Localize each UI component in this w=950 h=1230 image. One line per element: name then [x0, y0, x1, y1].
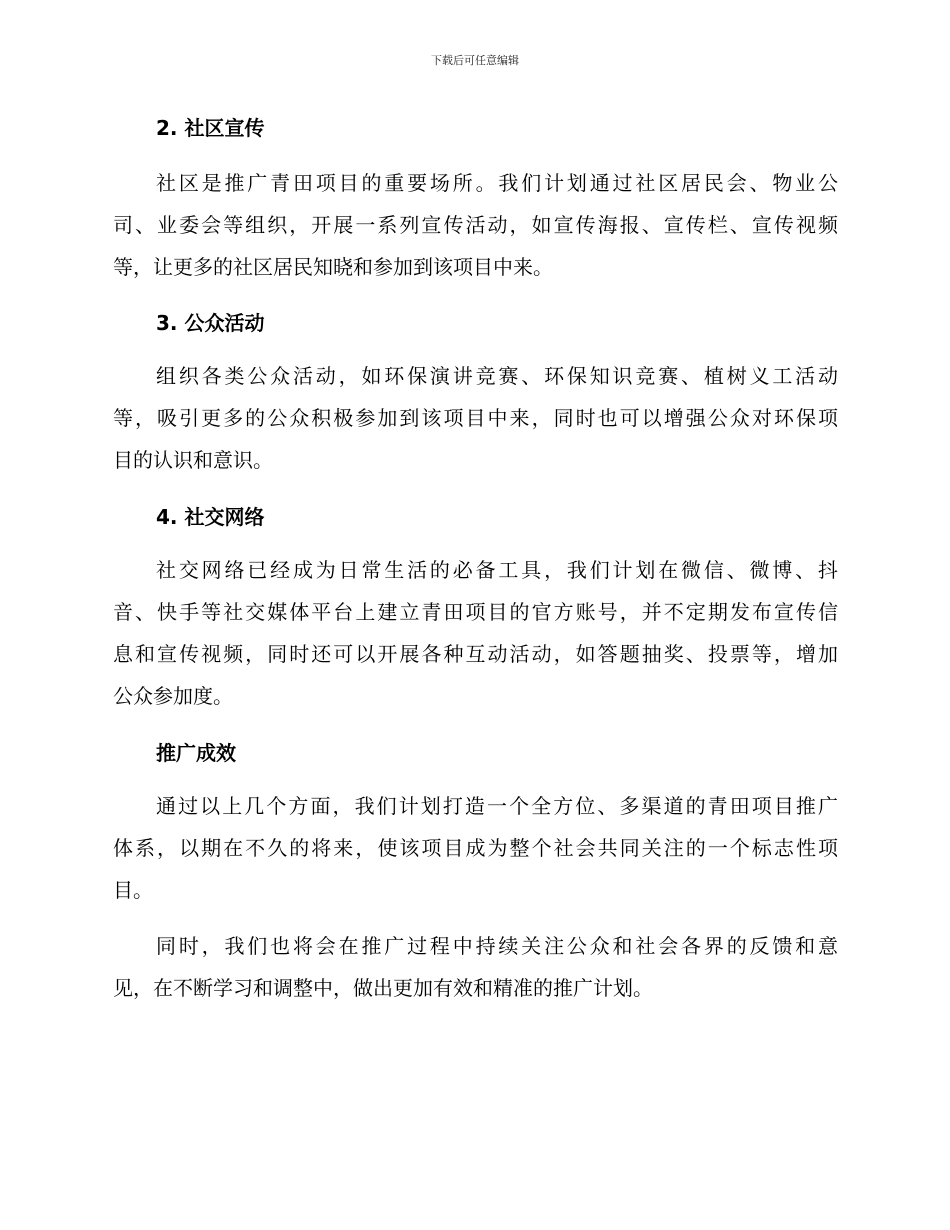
paragraph-social-network [113, 549, 838, 717]
paragraph-line: 体系，以期在不久的将来，使该项目成为整个社会共同关注的一个标志性项 [113, 836, 838, 860]
paragraph-closing [113, 925, 838, 1009]
paragraph-line: 息和宣传视频，同时还可以开展各种互动活动，如答题抽奖、投票等，增加 [113, 642, 838, 666]
paragraph-line: 社交网络已经成为日常生活的必备工具，我们计划在微信、微博、抖 [156, 558, 838, 582]
paragraph-line: 同时，我们也将会在推广过程中持续关注公众和社会各界的反馈和意 [156, 934, 838, 958]
paragraph-line: 通过以上几个方面，我们计划打造一个全方位、多渠道的青田项目推广 [156, 794, 838, 818]
paragraph-line: 音、快手等社交媒体平台上建立青田项目的官方账号，并不定期发布宣传信 [113, 600, 838, 624]
section-heading-promotion-results: 推广成效 [156, 741, 236, 765]
paragraph-line: 见，在不断学习和调整中，做出更加有效和精准的推广计划。 [113, 976, 653, 1000]
paragraph-line: 组织各类公众活动，如环保演讲竞赛、环保知识竞赛、植树义工活动 [156, 364, 838, 388]
paragraph-line: 司、业委会等组织，开展一系列宣传活动，如宣传海报、宣传栏、宣传视频 [113, 213, 838, 237]
paragraph-public-activities [113, 355, 838, 481]
paragraph-line: 目的认识和意识。 [113, 448, 273, 472]
paragraph-community [113, 162, 838, 288]
paragraph-line: 目。 [113, 878, 153, 902]
page-header: 下载后可任意编辑 [431, 54, 519, 67]
paragraph-line: 等，让更多的社区居民知晓和参加到该项目中来。 [113, 255, 553, 279]
paragraph-line: 公众参加度。 [113, 684, 233, 708]
section-heading-social-network: 4. 社交网络 [156, 505, 265, 529]
paragraph-line: 等，吸引更多的公众积极参加到该项目中来，同时也可以增强公众对环保项 [113, 406, 838, 430]
section-heading-community: 2. 社区宣传 [156, 116, 265, 140]
paragraph-promotion-results [113, 785, 838, 911]
paragraph-line: 社区是推广青田项目的重要场所。我们计划通过社区居民会、物业公 [156, 171, 838, 195]
section-heading-public-activities: 3. 公众活动 [156, 311, 265, 335]
